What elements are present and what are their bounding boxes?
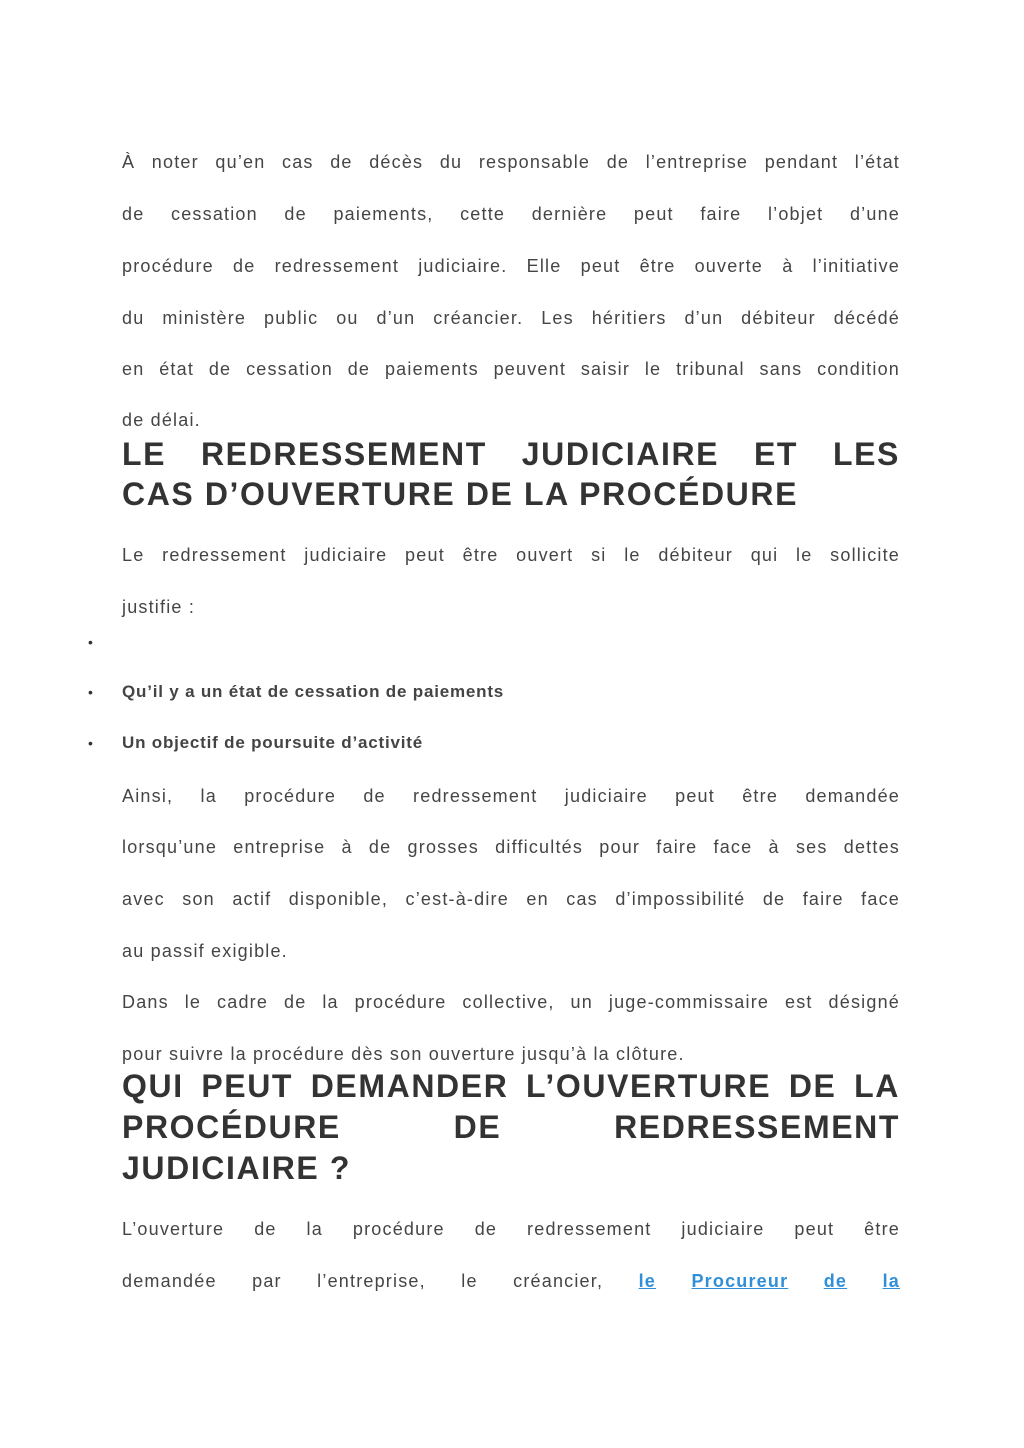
paragraph-5-line-1: L’ouverture de la procédure de redressement judiciaire peut être [122, 1219, 900, 1239]
section-heading-2-line-2: PROCÉDURE DE REDRESSEMENT [122, 1109, 900, 1145]
bullet-marker: • [88, 735, 93, 751]
paragraph-1-line-1: À noter qu’en cas de décès du responsable de l’entreprise pendant l’état [122, 152, 900, 172]
paragraph-3-line-3: avec son actif disponible, c’est-à-dire en cas d’impossibilité de faire face [122, 889, 900, 909]
paragraph-1-line-2: de cessation de paiements, cette dernière peut faire l’objet d’une [122, 204, 900, 224]
paragraph-3-line-4: au passif exigible. [122, 941, 288, 961]
bullet-item-poursuite-activite: Un objectif de poursuite d’activité [122, 733, 423, 752]
paragraph-2-line-2: justifie : [122, 597, 196, 617]
procureur-link-word[interactable]: de [823, 1271, 848, 1291]
paragraph-5-word: le [461, 1271, 478, 1291]
paragraph-5-word: créancier, [513, 1271, 604, 1291]
bullet-item-cessation-paiements: Qu’il y a un état de cessation de paiements [122, 682, 505, 701]
section-heading-2-line-3: JUDICIAIRE ? [122, 1150, 351, 1186]
paragraph-3-line-1: Ainsi, la procédure de redressement judiciaire peut être demandée [122, 786, 900, 806]
paragraph-1-line-4: du ministère public ou d’un créancier. Les héritiers d’un débiteur décédé [122, 308, 900, 328]
paragraph-2-line-1: Le redressement judiciaire peut être ouvert si le débiteur qui le sollicite [122, 545, 900, 565]
paragraph-5-word: par [252, 1271, 282, 1291]
section-heading-1-line-2: CAS D’OUVERTURE DE LA PROCÉDURE [122, 476, 799, 512]
paragraph-1-line-3: procédure de redressement judiciaire. Elle peut être ouverte à l’initiative [122, 256, 900, 276]
section-heading-1-line-1: LE REDRESSEMENT JUDICIAIRE ET LES [122, 436, 900, 472]
paragraph-5-word: l’entreprise, [317, 1271, 426, 1291]
paragraph-5-line-2 [122, 1270, 900, 1292]
paragraph-1-line-6: de délai. [122, 410, 201, 430]
paragraph-4-line-1: Dans le cadre de la procédure collective, un juge-commissaire est désigné [122, 992, 900, 1012]
paragraph-5-word: demandée [122, 1271, 217, 1291]
bullet-marker: • [88, 684, 93, 700]
procureur-link-word[interactable]: Procureur [691, 1271, 789, 1291]
procureur-link-word[interactable]: le [638, 1271, 657, 1291]
paragraph-3-line-2: lorsqu’une entreprise à de grosses difficultés pour faire face à ses dettes [122, 837, 900, 857]
procureur-link-word[interactable]: la [882, 1271, 900, 1291]
bullet-marker: • [88, 634, 93, 650]
paragraph-4-line-2: pour suivre la procédure dès son ouverture jusqu’à la clôture. [122, 1044, 685, 1064]
paragraph-1-line-5: en état de cessation de paiements peuvent saisir le tribunal sans condition [122, 359, 900, 379]
section-heading-2-line-1: QUI PEUT DEMANDER L’OUVERTURE DE LA [122, 1068, 900, 1104]
